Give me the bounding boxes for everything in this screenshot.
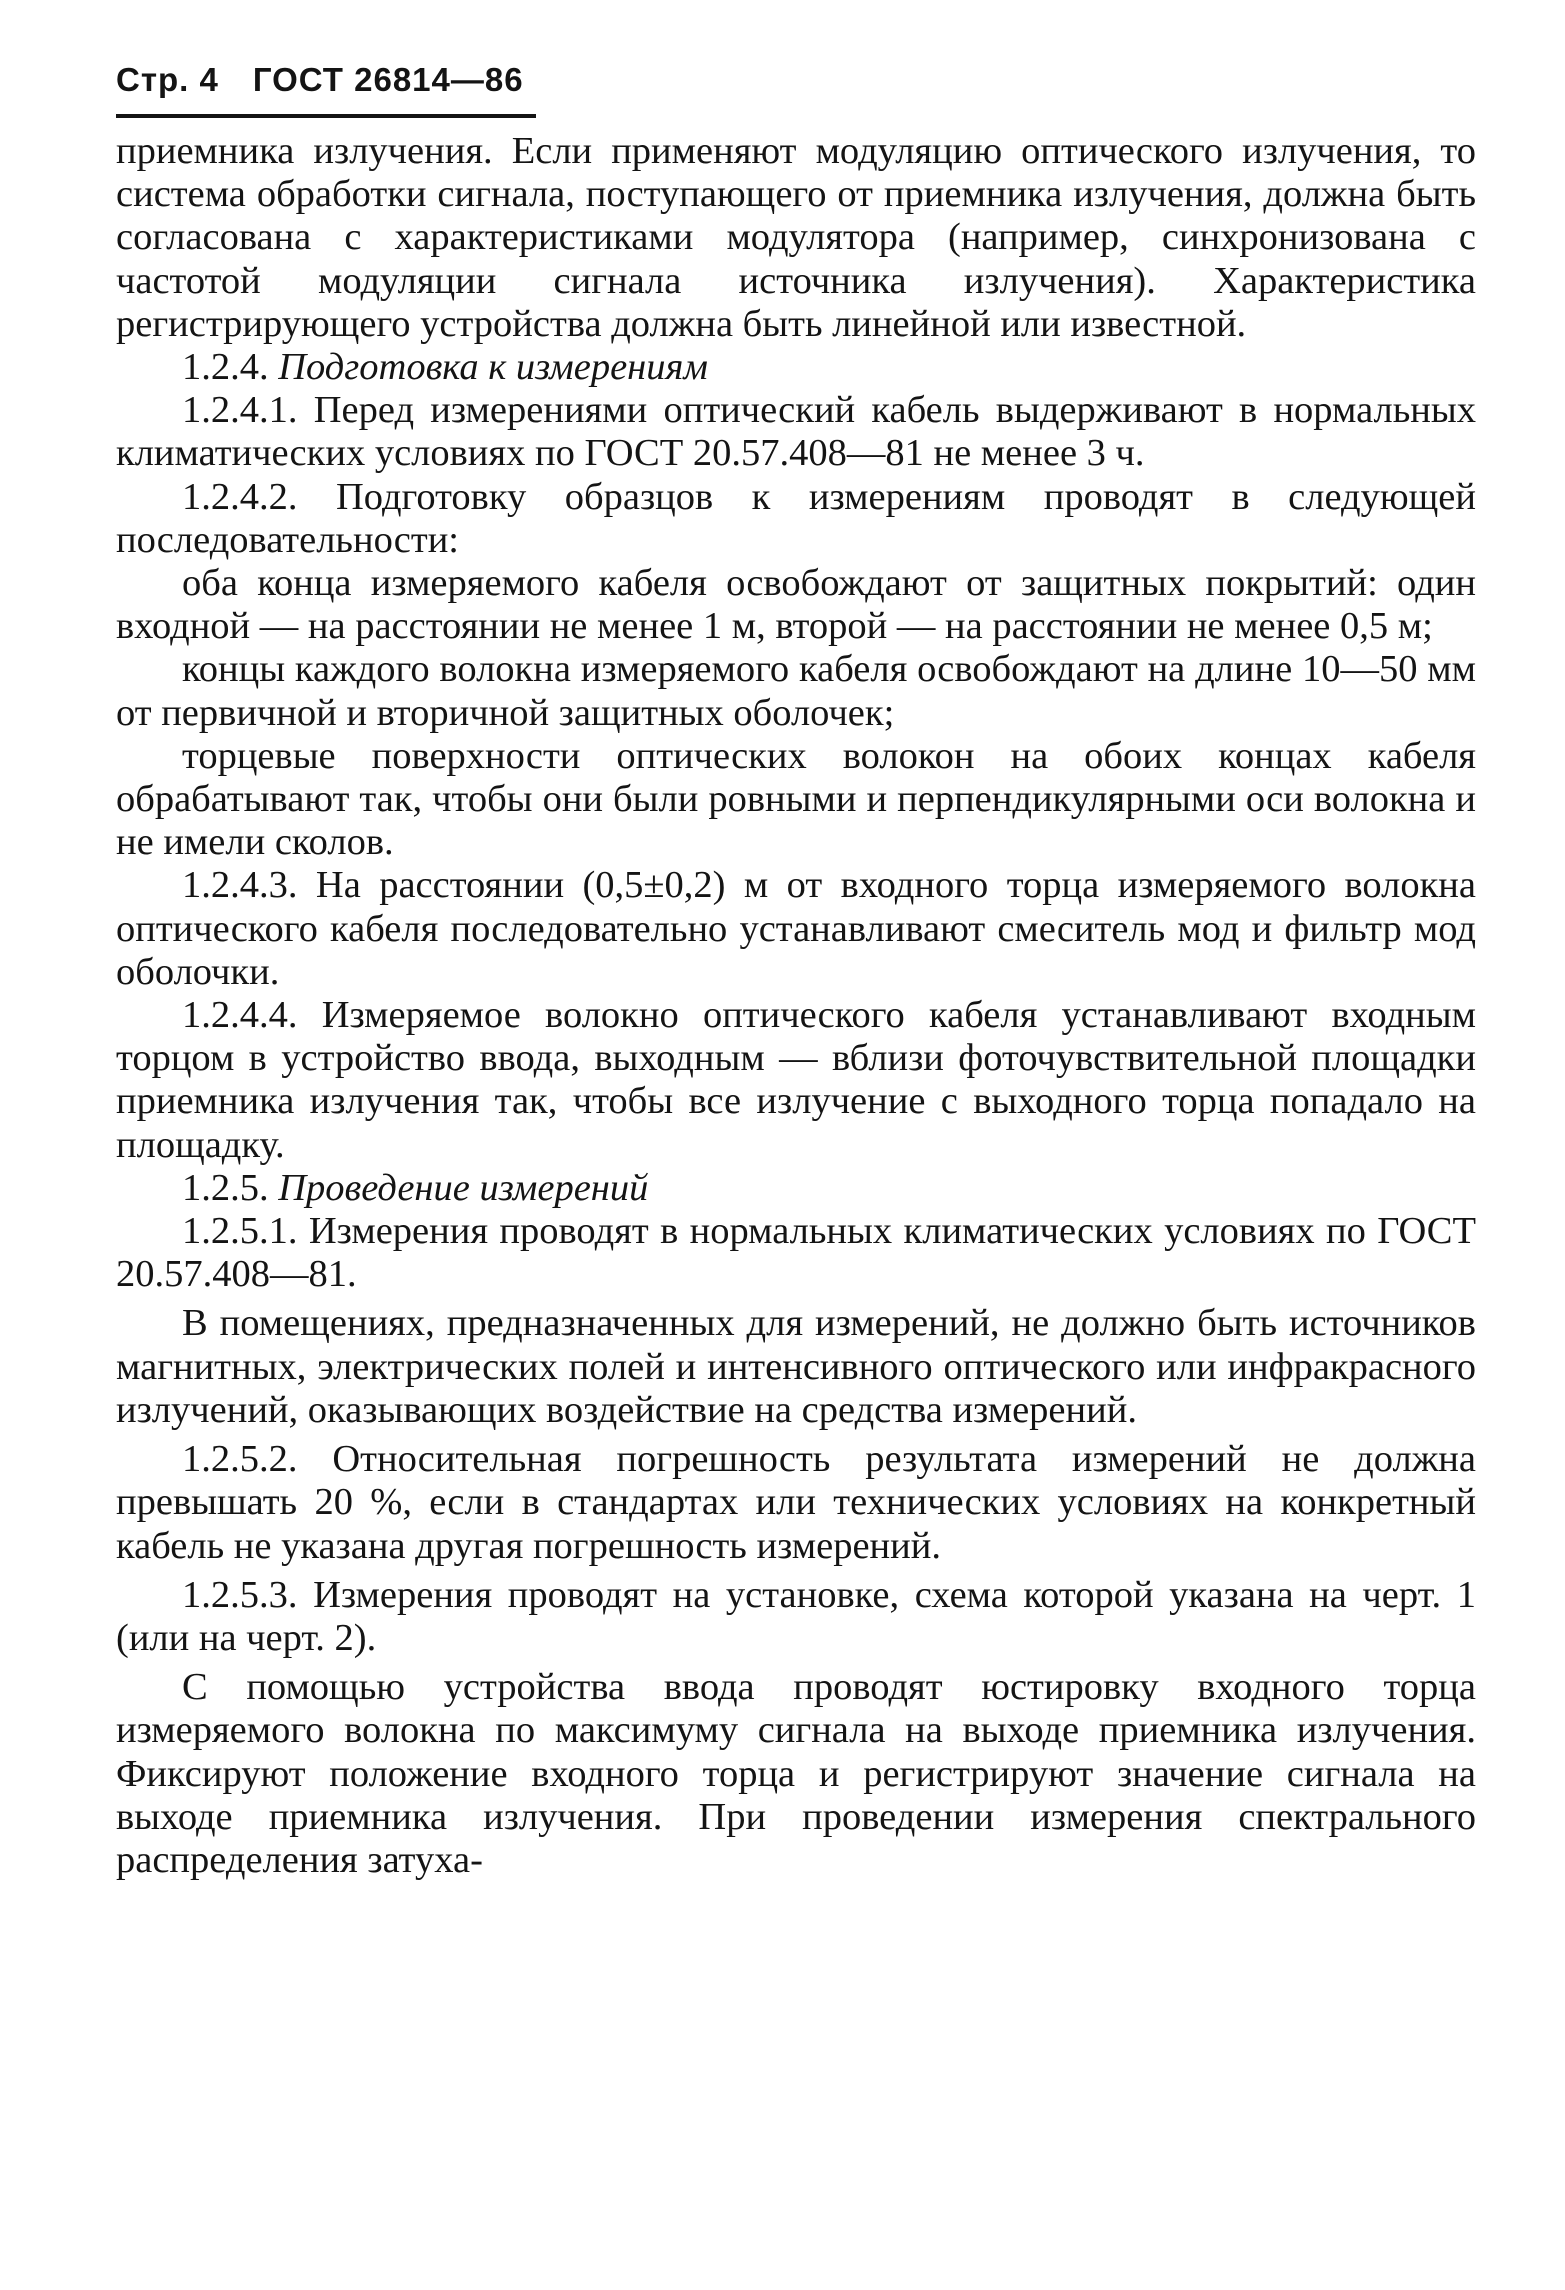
paragraph-1-2-4-4: 1.2.4.4. Измеряемое волокно оптического кабеля устанавливают входным торцом в устройство ввода, выходным — вблизи фоточувствительной площадки приемника излучения так, чтобы все излучение с выходного торца попадало на площадку. — [116, 994, 1476, 1166]
section-number: 1.2.4. — [182, 346, 269, 389]
list-item: концы каждого волокна измеряемого кабеля освобождают на длине 10—50 мм от первичной и вторичной защитных оболочек; — [116, 648, 1476, 734]
paragraph-1-2-4-2: 1.2.4.2. Подготовку образцов к измерениям проводят в следующей последовательности: — [116, 475, 1476, 561]
paragraph-premises: В помещениях, предназначенных для измерений, не должно быть источников магнитных, электрических полей и интенсивного оптического или инфракрасного излучений, оказывающих воздействие на средства измерений. — [116, 1302, 1476, 1431]
page-number: Стр. 4 — [116, 61, 219, 98]
paragraph-1-2-4-1: 1.2.4.1. Перед измерениями оптический кабель выдерживают в нормальных климатических условиях по ГОСТ 20.57.408—81 не менее 3 ч. — [116, 389, 1476, 475]
section-title: Проведение измерений — [278, 1166, 649, 1209]
paragraph-1-2-4-3: 1.2.4.3. На расстоянии (0,5±0,2) м от входного торца измеряемого волокна оптического кабеля последовательно устанавливают смеситель мод и фильтр мод оболочки. — [116, 864, 1476, 993]
standard-designation: ГОСТ 26814—86 — [252, 61, 524, 98]
paragraph-alignment: С помощью устройства ввода проводят юстировку входного торца измеряемого волокна по максимуму сигнала на выходе приемника излучения. Фиксируют положение входного торца и регистрируют значение сигнала на выходе приемника излучения. При проведении измерения спектрального распределения затуха- — [116, 1666, 1476, 1881]
body-text — [116, 130, 1476, 1882]
paragraph-continuation: приемника излучения. Если применяют модуляцию оптического излучения, то система обработки сигнала, поступающего от приемника излучения, должна быть согласована с характеристиками модулятора (например, синхронизована с частотой модуляции сигнала источника излучения). Характеристика регистрирующего устройства должна быть линейной или известной. — [116, 130, 1476, 345]
document-page — [116, 60, 1476, 1882]
header-rule — [116, 114, 536, 118]
list-item: торцевые поверхности оптических волокон на обоих концах кабеля обрабатывают так, чтобы они были ровными и перпендикулярными оси волокна и не имели сколов. — [116, 734, 1476, 864]
running-head — [116, 60, 1476, 104]
section-heading-1-2-5 — [116, 1167, 1476, 1210]
section-title: Подготовка к измерениям — [278, 346, 708, 389]
paragraph-1-2-5-3: 1.2.5.3. Измерения проводят на установке, схема которой указана на черт. 1 (или на черт. 2). — [116, 1573, 1476, 1659]
list-item: оба конца измеряемого кабеля освобождают от защитных покрытий: один входной — на расстоянии не менее 1 м, второй — на расстоянии не менее 0,5 м; — [116, 562, 1476, 648]
section-number: 1.2.5. — [182, 1166, 269, 1209]
section-heading-1-2-4 — [116, 346, 1476, 389]
paragraph-1-2-5-1: 1.2.5.1. Измерения проводят в нормальных климатических условиях по ГОСТ 20.57.408—81. — [116, 1210, 1476, 1296]
paragraph-1-2-5-2: 1.2.5.2. Относительная погрешность результата измерений не должна превышать 20 %, если в стандартах или технических условиях на конкретный кабель не указана другая погрешность измерений. — [116, 1438, 1476, 1567]
